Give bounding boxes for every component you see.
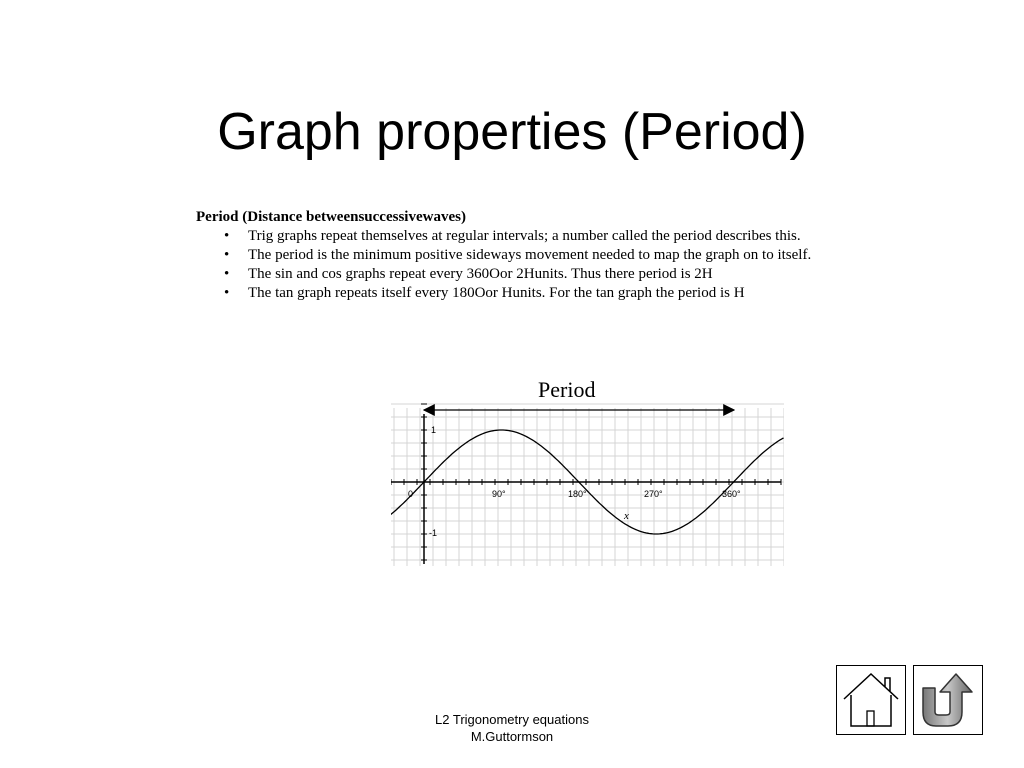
bullet-icon: • — [224, 247, 230, 263]
footer — [412, 711, 612, 745]
footer-author: M.Guttormson — [470, 729, 554, 744]
home-button[interactable] — [836, 665, 906, 735]
home-icon — [837, 666, 905, 734]
bullet-list — [196, 227, 836, 303]
grid — [391, 404, 784, 566]
slide-content — [196, 208, 836, 303]
u-turn-arrow-icon — [914, 666, 982, 734]
back-button[interactable] — [913, 665, 983, 735]
list-item — [196, 227, 836, 246]
list-item — [196, 265, 836, 284]
bullet-text: The tan graph repeats itself every 180Oor Hunits. For the tan graph the period is H — [248, 285, 745, 301]
x-tick-label-270: 270° — [644, 489, 663, 499]
x-tick-label-90: 90° — [492, 489, 506, 499]
bullet-icon: • — [224, 266, 230, 282]
x-variable-label: x — [624, 510, 629, 522]
list-item — [196, 284, 836, 303]
period-heading: Period (Distance betweensuccessivewaves) — [196, 209, 466, 225]
bullet-icon: • — [224, 228, 230, 244]
footer-course: L2 Trigonometry equations — [435, 712, 589, 727]
page-title: Graph properties (Period) — [217, 103, 807, 161]
x-tick-label-0: 0 — [408, 489, 414, 499]
y-tick-label-neg1: -1 — [429, 528, 438, 538]
x-tick-label-180: 180° — [568, 489, 587, 499]
bullet-text: The sin and cos graphs repeat every 360Oor 2Hunits. Thus there period is 2H — [248, 266, 713, 282]
y-tick-label-1: 1 — [431, 425, 437, 435]
bullet-icon: • — [224, 285, 230, 301]
sine-graph — [391, 400, 784, 566]
bullet-text: The period is the minimum positive sideways movement needed to map the graph on to itself. — [248, 247, 812, 263]
list-item — [196, 246, 836, 265]
x-tick-label-360: 360° — [722, 489, 741, 499]
bullet-text: Trig graphs repeat themselves at regular intervals; a number called the period describes this. — [248, 228, 801, 244]
period-label: Period — [538, 377, 596, 402]
